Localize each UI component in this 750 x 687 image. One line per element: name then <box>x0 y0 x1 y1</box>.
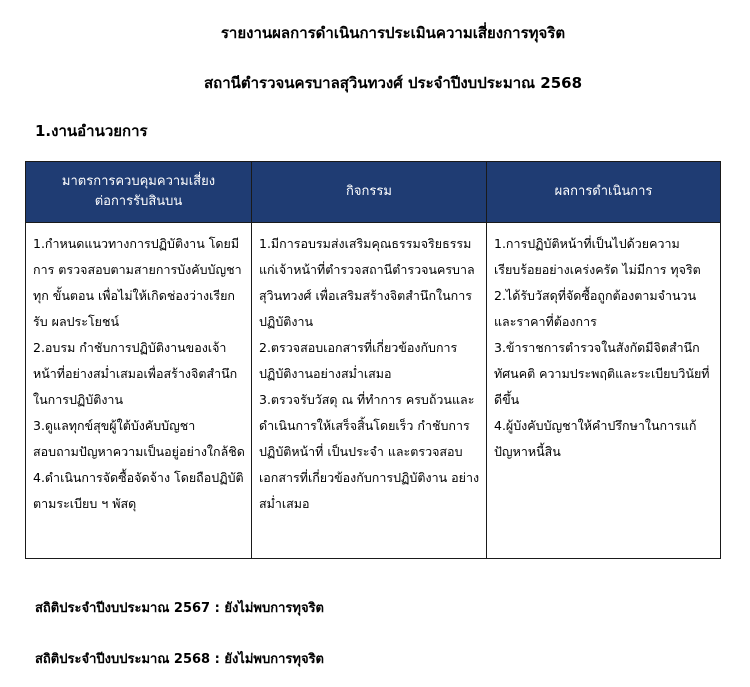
header-activities: กิจกรรม <box>252 162 487 223</box>
statistics-2568: สถิติประจำปีงบประมาณ 2568 : ยังไม่พบการทุจริต <box>35 652 324 667</box>
cell-results <box>487 223 721 559</box>
measure-item: 2.อบรม กำชับการปฏิบัติงานของเจ้าหน้าที่อย่างสม่ำเสมอเพื่อสร้างจิตสำนึกในการปฏิบัติงาน <box>33 340 238 407</box>
table-header-row <box>26 162 721 223</box>
report-title: รายงานผลการดำเนินการประเมินความเสี่ยงการทุจริต <box>220 24 566 42</box>
measure-item: 1.กำหนดแนวทางการปฏิบัติงาน โดยมีการ ตรวจสอบตามสายการบังคับบัญชาทุก ขั้นตอน เพื่อไม่ให้เกิดช่องว่างเรียกรับ ผลประโยชน์ <box>33 236 242 329</box>
header-results: ผลการดำเนินการ <box>487 162 721 223</box>
header-risk-control-measures: มาตรการควบคุมความเสี่ยง ต่อการรับสินบน <box>26 162 252 223</box>
table-row <box>26 223 721 559</box>
statistics-2567: สถิติประจำปีงบประมาณ 2567 : ยังไม่พบการทุจริต <box>35 601 324 616</box>
report-subtitle: สถานีตำรวจนครบาลสุวินทวงศ์ ประจำปีงบประมาณ 2568 <box>203 74 583 92</box>
result-item: 1.การปฏิบัติหน้าที่เป็นไปด้วยความเรียบร้อยอย่างเคร่งครัด ไม่มีการ ทุจริต <box>494 236 701 277</box>
activity-item: 3.ตรวจรับวัสดุ ณ ที่ทำการ ครบถ้วนและดำเนินการให้เสร็จสิ้นโดยเร็ว กำชับการปฏิบัติหน้าที่ เป็นประจำ และตรวจสอบเอกสารที่เกี่ยวข้องกับการปฏิบัติงาน อย่างสม่ำเสมอ <box>259 392 480 511</box>
measure-item: 3.ดูแลทุกข์สุขผู้ใต้บังคับบัญชา สอบถามปัญหาความเป็นอยู่อย่างใกล้ชิด <box>33 418 245 459</box>
result-item: 2.ได้รับวัสดุที่จัดซื้อถูกต้องตามจำนวนและราคาที่ต้องการ <box>494 288 697 329</box>
cell-activities <box>252 223 487 559</box>
risk-assessment-table <box>25 161 721 559</box>
activity-item: 1.มีการอบรมส่งเสริมคุณธรรมจริยธรรมแก่เจ้าหน้าที่ตำรวจสถานีตำรวจนครบาลสุวินทวงศ์ เพื่อเสริมสร้างจิตสำนึกในการปฏิบัติงาน <box>259 236 475 329</box>
activity-item: 2.ตรวจสอบเอกสารที่เกี่ยวข้องกับการปฏิบัติงานอย่างสม่ำเสมอ <box>259 340 458 381</box>
result-item: 3.ข้าราชการตำรวจในสังกัดมีจิตสำนึกทัศนคติ ความประพฤติและระเบียบวินัยที่ดีขึ้น <box>494 340 710 407</box>
section-heading: 1.งานอำนวยการ <box>35 122 148 140</box>
measure-item: 4.ดำเนินการจัดซื้อจัดจ้าง โดยถือปฏิบัติตามระเบียบ ฯ พัสดุ <box>33 470 244 511</box>
cell-risk-control-measures <box>26 223 252 559</box>
result-item: 4.ผู้บังคับบัญชาให้คำปรึกษาในการแก้ปัญหาหนี้สิน <box>494 418 697 459</box>
